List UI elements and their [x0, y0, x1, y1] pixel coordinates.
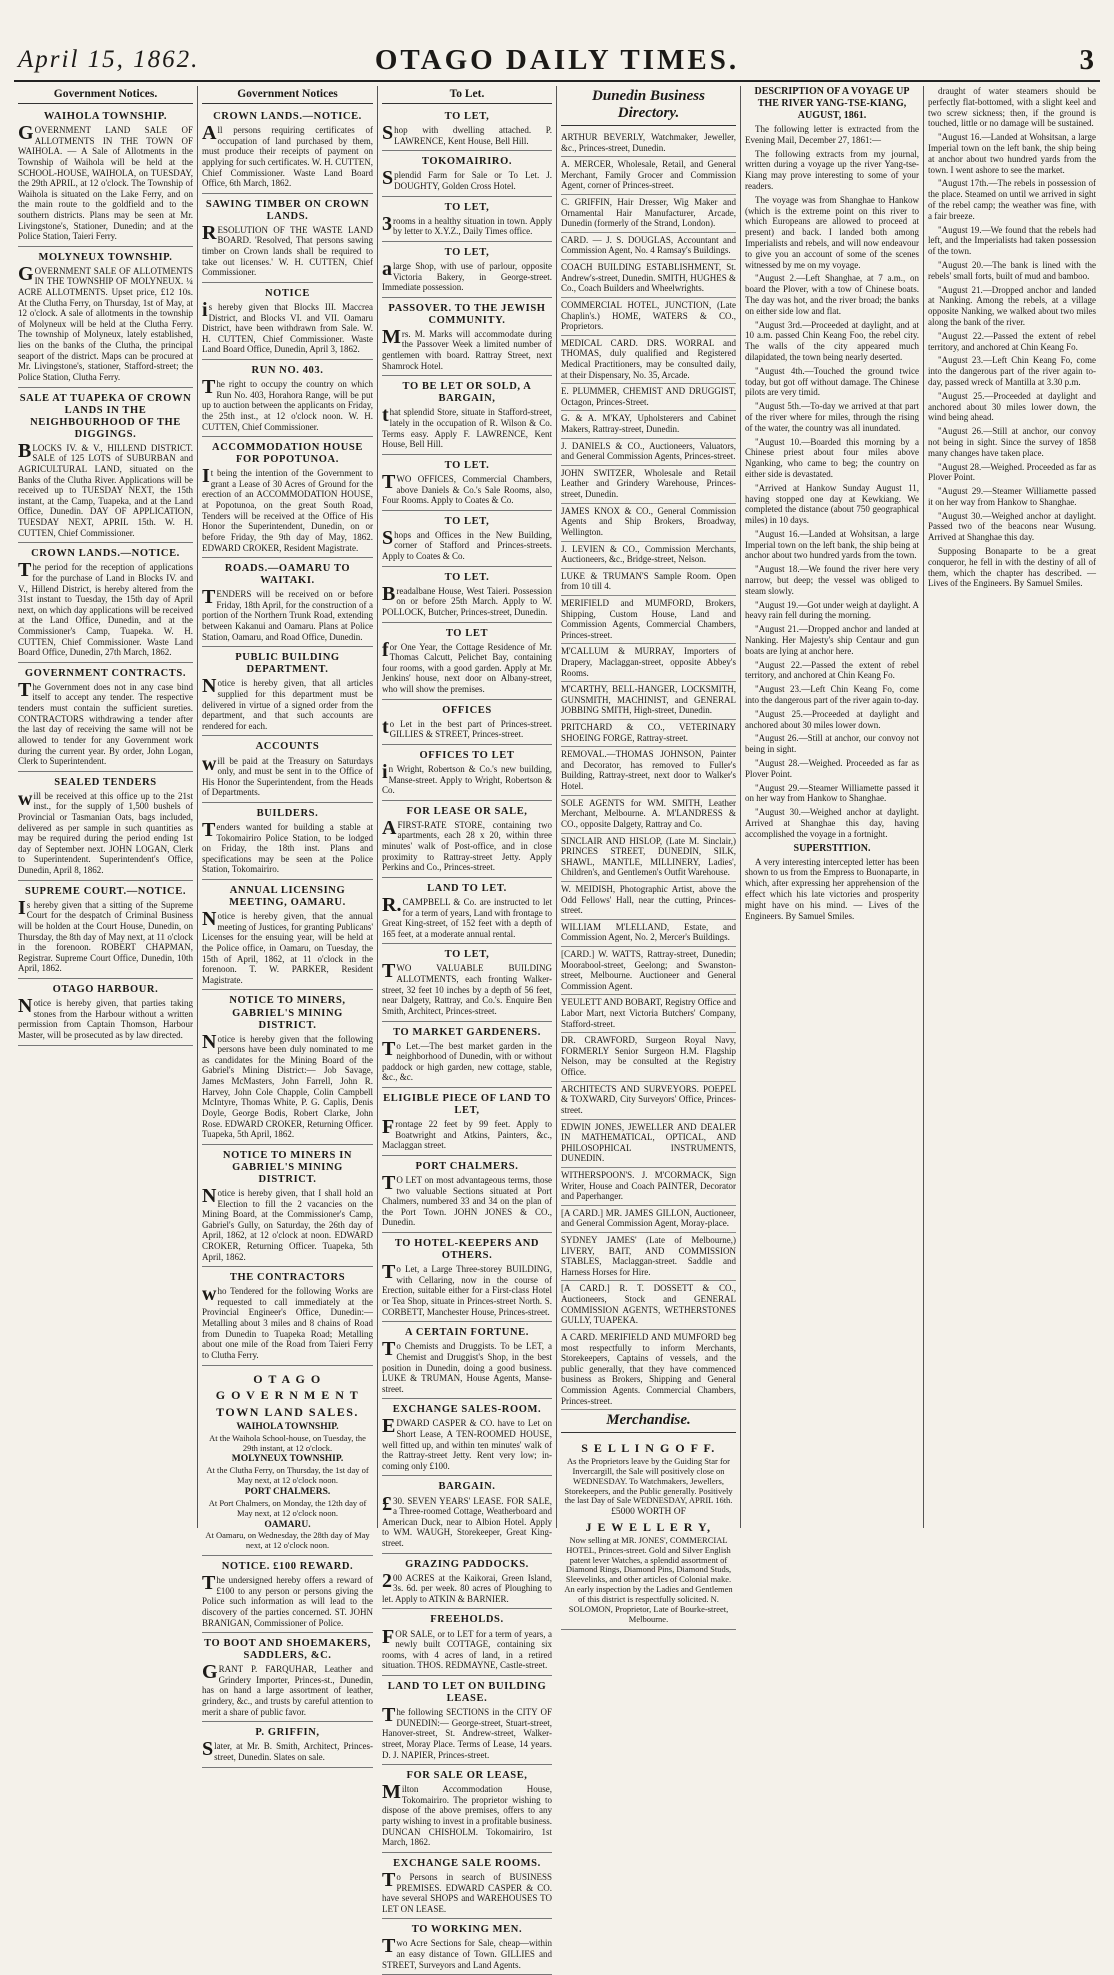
directory-entry: REMOVAL.—THOMAS JOHNSON, Painter and Decorator, has removed to Fuller's Building, Rattray-street, next door to Walker's Hotel.	[561, 747, 736, 795]
article-paragraph: "August 30.—Weighed anchor at daylight. Arrived at Shanghae this day, having accomplished the voyage in a fortnight.	[745, 807, 919, 839]
notice	[18, 108, 193, 247]
directory-entry: MERIFIELD and MUMFORD, Brokers, Shipping, Custom House, Land and Commission Agents, Commercial Chambers, Princes-street.	[561, 596, 736, 644]
article-paragraph: "August 22.—Passed the extent of rebel territory, and anchored at Chin Keang Fo.	[928, 330, 1096, 352]
notice	[382, 1767, 552, 1853]
sale-place: MOLYNEUX TOWNSHIP.	[231, 1454, 344, 1465]
notice-body: alarge Shop, with use of parlour, opposite Victoria Bakery, in George-street. Immediate possession.	[382, 257, 552, 293]
notice	[202, 738, 373, 803]
notice	[202, 992, 373, 1144]
notice-body: TWO VALUABLE BUILDING ALLOTMENTS, each fronting Walker-street, 32 feet 10 inches by a depth of 56 feet, near Dalgety, Rattray, and Co.'s. Enquire Ben Smith, Architect, Princes-street.	[382, 960, 552, 1016]
notice-title: OFFICES TO LET	[419, 749, 515, 761]
notice-title: TO LET.	[444, 459, 490, 471]
notice	[382, 1678, 552, 1765]
notice-title: LAND TO LET.	[427, 882, 507, 894]
notice	[18, 390, 193, 544]
directory-entry: DR. CRAWFORD, Surgeon Royal Navy, FORMERLY Senior Surgeon H.M. Flagship Nelson, may be consulted at the Registry Office.	[561, 1033, 736, 1081]
notice	[202, 1147, 373, 1267]
notice	[382, 1235, 552, 1322]
article-paragraph: "August 29.—Steamer Williamette passed it on her way from Hankow to Shanghae.	[745, 782, 919, 804]
notice-title: TO LET.	[444, 571, 490, 583]
sale-place: OAMARU.	[264, 1519, 311, 1530]
notice-body: Shops and Offices in the New Building, corner of Stafford and Princes-streets. Apply to Coates & Co.	[382, 526, 552, 562]
notice-title: WAIHOLA TOWNSHIP.	[43, 111, 168, 122]
notice	[382, 378, 552, 455]
notice-body: Shop with dwelling attached. P. LAWRENCE, Kent House, Bell Hill.	[382, 122, 552, 146]
directory-entry: ARTHUR BEVERLY, Watchmaker, Jeweller, &c., Princes-street, Dunedin.	[561, 130, 736, 157]
notice-title: NOTICE	[264, 287, 311, 299]
notice	[382, 946, 552, 1021]
masthead	[14, 44, 1100, 82]
notice-body: who Tendered for the following Works are requested to call immediately at the Provincial Engineer's Office, Dunedin:— Metalling about 3 miles and 8 chains of Road from Dunedin to Tuapeka Road; Metalling about one mile of the Road from Taieri Ferry to Clutha Ferry.	[202, 1283, 373, 1360]
article-title: SUPERSTITION.	[793, 842, 871, 854]
notice	[382, 513, 552, 567]
article-paragraph: "August 28.—Weighed. Proceeded as far as Plover Point.	[928, 461, 1096, 483]
merchandise-ad	[561, 1437, 736, 1629]
notice-title: GRAZING PADDOCKS.	[405, 1558, 529, 1570]
article-paragraph: "August 19.—We found that the rebels had left, and the Imperialists had taken possession of the town.	[928, 224, 1096, 257]
notice-title: CROWN LANDS.—NOTICE.	[213, 111, 362, 122]
notice-body: Mrs. M. Marks will accommodate during the Passover Week a limited number of gentlemen with board. Rattray Street, next Shamrock Hotel.	[382, 325, 552, 371]
notice-title: ELIGIBLE PIECE OF LAND TO LET,	[383, 1093, 551, 1117]
notice-body: Two Acre Sections for Sale, cheap—within an easy distance of Town. GILLIES and STREET, Surveyors and Land Agents.	[382, 1935, 552, 1970]
notice	[18, 249, 193, 388]
notice-body: £30. SEVEN YEARS' LEASE. FOR SALE, a Three-roomed Cottage, Weatherboard and American Duck, near to Albion Hotel. Apply to WM. WAUGH, Storekeeper, Great King-street.	[382, 1492, 552, 1548]
directory-entry: COACH BUILDING ESTABLISHMENT, St. Andrew's-street, Dunedin. SMITH, HUGHES & Co., Coach Builders and Wheelwrights.	[561, 260, 736, 298]
notice	[202, 1635, 373, 1722]
notice-body: AFIRST-RATE STORE, containing two apartments, each 28 x 20, within three minutes' walk of Post-office, and in close proximity to Rattray-street Jetty. Apply Perkins and Co., Princes-street.	[382, 816, 552, 873]
notice	[382, 625, 552, 700]
notice-body: is hereby given that Blocks III. Maccrea District, and Blocks VI. and VII. Oamaru District, have been withdrawn from Sale. W. H. CUTTEN, Chief Commissioner. Waste Land Board Office, Dunedin, April 3, 1862.	[202, 298, 373, 355]
ad-line: J E W E L L E R Y,	[585, 1520, 712, 1535]
land-sales-heading: G O V E R N M E N T	[215, 1388, 360, 1403]
directory-entry: COMMERCIAL HOTEL, JUNCTION, (Late Chaplin's.) HOME, WATERS & CO., Proprietors.	[561, 298, 736, 336]
directory-entry: JOHN SWITZER, Wholesale and Retail Leather and Grindery Warehouse, Princes-street, Dunedin.	[561, 466, 736, 504]
notice-body: Notice is hereby given, that parties taking stones from the Harbour without a written permission from Captain Thomson, Harbour Master, will be prosecuted as by law directed.	[18, 995, 193, 1040]
directory-entry: SINCLAIR AND HISLOP, (Late M. Sinclair,) PRINCES STREET, DUNEDIN, SILK, SHAWL, MANTLE, MILLINERY, Ladies', Children's, and Gentlemen's Outfit Warehouse.	[561, 834, 736, 882]
article-paragraph: "August 22.—Passed the extent of rebel territory, and anchored at Chin Keang Fo.	[745, 659, 919, 681]
section-heading: Dunedin Business Directory.	[561, 86, 736, 126]
notice-body: R.CAMPBELL & Co. are instructed to let for a term of years, Land with frontage to Great King-street, of 152 feet with a depth of 165 feet, at a moderate annual rental.	[382, 893, 552, 939]
land-sales-heading: O T A G O	[253, 1371, 322, 1386]
notice-title: EXCHANGE SALES-ROOM.	[392, 1404, 542, 1416]
notice-title: TO BE LET OR SOLD, A BARGAIN,	[402, 381, 532, 405]
notice-title: TO HOTEL-KEEPERS AND OTHERS.	[394, 1238, 540, 1262]
article-paragraph: "August 26.—Still at anchor, our convoy not being in sight. Since the survey of 1858 many changes have taken place.	[928, 426, 1096, 458]
notice-body: BLOCKS IV. & V., HILLEND DISTRICT. SALE of 125 LOTS of SUBURBAN and AGRICULTURAL LAND, situated on the Banks of the Clutha River. Applications will be received up to TUESDAY NEXT, the 15th instant, at the Camp, Tuapeka, and at the Land Office, Dunedin. DAY OF APPLICATION, TUESDAY NEXT, APRIL 15th. W. H. CUTTEN, Chief Commissioner.	[18, 439, 193, 538]
directory-entry: J. LEVIEN & CO., Commission Merchants, Auctioneers, &c., Bridge-street, Nelson.	[561, 542, 736, 569]
directory-entry: CARD. — J. S. DOUGLAS, Accountant and Commission Agent, No. 4 Ramsay's Buildings.	[561, 233, 736, 260]
notice	[18, 981, 193, 1046]
article-paragraph: "August 4th.—Touched the ground twice today, but got off without damage. The Chinese pilots are very timid.	[745, 365, 919, 398]
notice-title: TO BOOT AND SHOEMAKERS, SADDLERS, &C.	[204, 1638, 371, 1662]
page-columns	[14, 86, 1100, 1970]
notice-title: EXCHANGE SALE ROOMS.	[393, 1857, 541, 1869]
notice-title: PORT CHALMERS.	[415, 1160, 519, 1172]
article-paragraph: "August 16.—Landed at Wohsitsan, a large Imperial town on the left bank, the ship being at anchor about two hundred yards from the town.	[745, 528, 919, 561]
directory-entry: PRITCHARD & CO., VETERINARY SHOEING FORGE, Rattray-street.	[561, 720, 736, 747]
notice-title: SUPREME COURT.—NOTICE.	[24, 885, 187, 897]
directory-entry: W. MEIDISH, Photographic Artist, above the Odd Fellows' Hall, near the cutting, Princes-street.	[561, 882, 736, 920]
notice-title: P. GRIFFIN,	[255, 1727, 320, 1739]
column-3	[378, 86, 557, 1970]
notice-body: Is hereby given that a sitting of the Supreme Court for the despatch of Criminal Business will be holden at the Court House, Dunedin, on Thursday, the 8th day of May next, at 11 o'clock in the forenoon. ROBERT CHAPMAN, Registrar. Supreme Court Office, Dunedin, 10th April, 1862.	[18, 896, 193, 974]
article-voyage	[745, 86, 919, 921]
article-paragraph: "August 25.—Proceeded at daylight and anchored about 30 miles lower down, the wind being ahead.	[928, 390, 1096, 423]
article-paragraph: Supposing Bonaparte to be a great conqueror, he fell in with the destiny of all of them, which the chapter has described. — Lives of the Engineers. By Samuel Smiles.	[928, 546, 1096, 589]
notice-body: 3rooms in a healthy situation in town. Apply by letter to X.Y.Z., Daily Times office.	[382, 212, 552, 237]
article-paragraph: "August 23.—Left Chin Keang Fo, come into the dangerous part of the river again to-day.	[745, 684, 919, 706]
notice-body: The following SECTIONS in the CITY OF DUNEDIN:— George-street, Stuart-street, Hanover-street, St. Andrew-street, Walker-street, Moray Place. Terms of Lease, 14 years. D. J. NAPIER, Princes-street.	[382, 1704, 552, 1760]
notice	[202, 285, 373, 360]
directory-entry: [A CARD.] MR. JAMES GILLON, Auctioneer, and General Commission Agent, Moray-place.	[561, 1206, 736, 1233]
notice	[382, 1556, 552, 1610]
directory-entry: EDWIN JONES, JEWELLER AND DEALER IN MATHEMATICAL, OPTICAL, AND PHILOSOPHICAL INSTRUMENTS, DUNEDIN.	[561, 1120, 736, 1168]
notice-title: PASSOVER. TO THE JEWISH COMMUNITY.	[388, 302, 546, 326]
column-2	[198, 86, 378, 1762]
notice	[382, 747, 552, 801]
notice-title: ACCOMMODATION HOUSE FOR POPOTUNOA.	[212, 442, 363, 466]
notice	[382, 199, 552, 242]
land-sales-heading: TOWN LAND SALES.	[216, 1405, 359, 1420]
notice	[382, 1324, 552, 1399]
notice-body: GOVERNMENT SALE OF ALLOTMENTS IN THE TOWNSHIP OF MOLYNEUX. ¼ ACRE ALLOTMENTS. Upset price, £12 10s. At the Clutha Ferry, on Thursday, 1st of May, at 12 o'clock. A sale of allotments in the township of Molyneux will be held at the Clutha Ferry. The township of Molyneux, lately established, lies on the banks of the Clutha, the principal seaport of the district. Maps can be procured at Mr. Livingstone's, stationer, Stafford-street; the Police Station, Clutha Ferry.	[18, 262, 193, 382]
directory-entry: E. PLUMMER, CHEMIST AND DRUGGIST, Octagon, Princes-Street.	[561, 384, 736, 411]
section-heading: Government Notices	[202, 86, 373, 104]
notice-title: TO WORKING MEN.	[411, 1924, 523, 1936]
directory-entry: ARCHITECTS AND SURVEYORS. POEPEL & TOXWARD, City Surveyors' Office, Princes-street.	[561, 1082, 736, 1120]
notice-title: SALE AT TUAPEKA OF CROWN LANDS IN THE NEIGHBOURHOOD OF THE DIGGINGS.	[19, 392, 192, 440]
directory-entry: J. DANIELS & CO., Auctioneers, Valuators, and General Commission Agents, Princes-street.	[561, 439, 736, 466]
article-paragraph: "August 23.—Left Chin Keang Fo, come into the dangerous part of the river again to-day, passed wreck of Mantilla at 3.30 p.m.	[928, 355, 1096, 387]
section-heading: Merchandise.	[561, 1410, 736, 1433]
notice-body: The period for the reception of applications for the purchase of Land in Blocks IV. and V., Hillend District, is hereby altered from the 31st instant to Tuesday, the 15th day of April next, on which day applications will be received at the Land Office, Dunedin, and at the Commissioner's Camp, Tuapeka. W. H. CUTTEN, Chief Commissioner. Waste Land Board Office, Dunedin, 27th March, 1862.	[18, 559, 193, 658]
article-paragraph: "August 2.—Left Shanghae, at 7 a.m., on board the Plover, with a tow of Chinese boats. The day was hot, and the river broad; the banks on either side low and flat.	[745, 273, 919, 316]
notice-body: Milton Accommodation House, Tokomairiro. The proprietor wishing to dispose of the above premises, offers to any party wishing to invest in a profitable business. DUNCAN CHISHOLM. Tokomairiro, 1st March, 1862.	[382, 1781, 552, 1848]
sale-detail: At the Waihola School-house, on Tuesday, the 29th instant, at 12 o'clock.	[209, 1432, 366, 1453]
notice-body: EDWARD CASPER & CO. have to Let on Short Lease, A TEN-ROOMED HOUSE, well fitted up, and within ten minutes' walk of the Rattray-street Jetty. Rent very low; in-coming only £100.	[382, 1415, 552, 1471]
notice	[382, 1401, 552, 1476]
article-paragraph: The following extracts from my journal, written during a voyage up the river Yang-tse-Kiang may prove interesting to some of your readers.	[745, 148, 919, 191]
notice	[382, 1478, 552, 1553]
notice	[382, 300, 552, 377]
directory-entry: [A CARD.] R. T. DOSSETT & CO., Auctioneers, Stock and GENERAL COMMISSION AGENTS, WETHERSTONES GULLY, TUAPEKA.	[561, 1281, 736, 1329]
article-paragraph: A very interesting intercepted letter has been shown to us from the Empress to Buonaparte, in which, after expressing her apprehension of the effect which his late victories and prosperity might have on his mind. — Lives of the Engineers. By Samuel Smiles.	[745, 856, 919, 921]
notice-title: CROWN LANDS.—NOTICE.	[31, 548, 180, 560]
notice-body: FOR SALE, or to LET for a term of years, a newly built COTTAGE, containing six rooms, with 4 acres of land, in a retired situation. THOS. REDMAYNE, Castle-street.	[382, 1625, 552, 1671]
column-1	[14, 86, 198, 1528]
article-paragraph: "August 30.—Weighed anchor at daylight. Passed two of the beacons near Wusung. Arrived at Shanghae this day.	[928, 510, 1096, 543]
article-paragraph: "August 21.—Dropped anchor and landed at Nanking. Her Majesty's ship Centaur and gun boats are lying at anchor here.	[745, 624, 919, 656]
notice-title: TO LET,	[444, 949, 490, 961]
page-number: 3	[1079, 44, 1094, 76]
notice-body: Slater, at Mr. B. Smith, Architect, Princes-street, Dunedin. Slates on sale.	[202, 1738, 373, 1762]
notice-title: SAWING TIMBER ON CROWN LANDS.	[205, 198, 370, 222]
notice	[382, 880, 552, 945]
notice-body: Frontage 22 feet by 99 feet. Apply to Boatwright and Atkins, Painters, &c., Maclaggan street.	[382, 1116, 552, 1151]
notice-body: for One Year, the Cottage Residence of Mr. Thomas Calcutt, Pelichet Bay, containing four rooms, with a good garden. Apply at Mr. Jenkins' house, next door on Albany-street, who will show the premises.	[382, 638, 552, 695]
land-sales-notice	[202, 1368, 373, 1557]
directory-entry: C. GRIFFIN, Hair Dresser, Wig Maker and Ornamental Hair Manufacturer, Arcade, Dunedin (formerly of the Strand, London).	[561, 195, 736, 233]
notice-body: The right to occupy the country on which Run No. 403, Horahora Range, will be put up to auction between the applicants on Friday, the 25th inst., at 12 o'clock noon. W. H. CUTTEN, Chief Commissioner.	[202, 376, 373, 432]
ad-body: Now selling at MR. JONES', COMMERCIAL HOTEL, Princes-street. Gold and Silver English patent lever Watches, a splendid assortment of Diamond Rings, Diamond Pins, Diamond Studs, Sleevelinks, and other articles of Colonial make. An early inspection by the Ladies and Gentlemen of this district is respectfully solicited. N. SOLOMON, Proprietor, Late of Bourke-street, Melbourne.	[564, 1534, 733, 1624]
notice	[382, 569, 552, 623]
notice	[382, 244, 552, 298]
notice-body: To Let, a Large Three-storey BUILDING, with Cellaring, now in the course of Erection, suitable either for a First-class Hotel or Tea Shop, situate in Princes-street North. S. CORBETT, Manchester House, Princes-street.	[382, 1261, 552, 1317]
notice-title: GOVERNMENT CONTRACTS.	[24, 667, 187, 679]
article-paragraph: "August 18.—We found the river here very narrow, but deep; the vessel was obliged to steam slowly.	[745, 564, 919, 596]
notice	[202, 805, 373, 880]
directory-entry: JAMES KNOX & CO., General Commission Agents and Ship Brokers, Broadway, Wellington.	[561, 504, 736, 542]
notice-title: NOTICE TO MINERS IN GABRIEL'S MINING DISTRICT.	[222, 1149, 353, 1185]
notice-title: OTAGO HARBOUR.	[52, 984, 159, 996]
sale-detail: At Oamaru, on Wednesday, the 28th day of May next, at 12 o'clock noon.	[205, 1530, 370, 1551]
article-continued	[928, 86, 1096, 589]
notice-body: TO LET on most advantageous terms, those two valuable Sections situated at Port Chalmers, numbered 33 and 34 on the plan of the Port Town. JOHN JONES & CO., Dunedin.	[382, 1172, 552, 1228]
notice	[18, 545, 193, 663]
notice	[382, 1158, 552, 1233]
notice-title: FREEHOLDS.	[430, 1614, 504, 1626]
notice-title: TO LET,	[444, 111, 490, 122]
article-paragraph: "August 29.—Steamer Williamette passed it on her way from Hankow to Shanghae.	[928, 486, 1096, 507]
directory-entry: MEDICAL CARD. DRS. WORRAL and THOMAS, duly qualified and Registered Medical Practitioners, may be consulted daily, at their Dispensary, No. 35, Arcade.	[561, 336, 736, 384]
notice-body: Notice is hereby given, that the annual meeting of Justices, for granting Publicans' Licenses for the ensuing year, will be held at the Police office, in Oamaru, on Tuesday, the 15th of April, 1862, at 11 o'clock in the forenoon. T. W. PARKER, Resident Magistrate.	[202, 908, 373, 985]
notice	[202, 1724, 373, 1767]
notice-title: BARGAIN.	[438, 1481, 496, 1493]
notice-body: will be received at this office up to the 21st inst., for the supply of 1,500 bushels of Provincial or Tasmanian Oats, bags included, delivered as per sample in such quantities as may be required during the period ending 1st day of September next. JOHN LOGAN, Clerk to Superintendent. Superintendent's Office, Dunedin, April 8, 1862.	[18, 787, 193, 876]
notice	[202, 362, 373, 437]
notice-title: MOLYNEUX TOWNSHIP.	[38, 251, 173, 263]
sale-detail: At Port Chalmers, on Monday, the 12th day of May next, at 12 o'clock noon.	[208, 1497, 367, 1518]
sale-place: PORT CHALMERS.	[244, 1486, 331, 1497]
ad-line: £5000 WORTH OF	[611, 1507, 686, 1518]
notice-title: TOKOMAIRIRO.	[421, 156, 513, 168]
directory-entry: A. MERCER, Wholesale, Retail, and General Merchant, Family Grocer and Commission Agent, corner of Princes-street.	[561, 157, 736, 195]
notice-body: To Chemists and Druggists. To be LET, a Chemist and Druggist's Shop, in the best position in Dunedin, doing a good business. LUKE & TRUMAN, House Agents, Manse-street.	[382, 1338, 552, 1394]
notice-title: THE CONTRACTORS	[229, 1272, 346, 1284]
notice-title: TO LET,	[444, 515, 490, 527]
notice-body: The undersigned hereby offers a reward of £100 to any person or persons giving the Police such information as will lead to the discovery of the parties concerned. ST. JOHN BRANIGAN, Commissioner of Police.	[202, 1572, 373, 1628]
notice	[202, 1558, 373, 1633]
sale-place: WAIHOLA TOWNSHIP.	[236, 1421, 339, 1432]
notice-title: TO LET	[445, 627, 489, 639]
article-paragraph: "August 17th.—The rebels in possession of the place. Steamed on until we arrived in sight of the rebel camp; the weather was fine, with a fair breeze.	[928, 178, 1096, 221]
ad-body: As the Proprietors leave by the Guiding Star for Invercargill, the Sale will positively close on WEDNESDAY. To Watchmakers, Jewellers, Storekeepers, and the Public generally. Positively the last Day of Sale WEDNESDAY, APRIL 16th.	[564, 1455, 733, 1506]
notice-body: To Let.—The best market garden in the neighborhood of Dunedin, with or without paddock or high garden, new cottage, stable, &c., &c.	[382, 1037, 552, 1083]
notice-body: to Let in the best part of Princes-street. GILLIES & STREET, Princes-street.	[382, 715, 552, 740]
notice-body: that splendid Store, situate in Stafford-street, lately in the occupation of R. Wilson & Co. Terms easy. Apply F. LAWRENCE, Kent House, Bell Hill.	[382, 404, 552, 450]
column-5	[741, 86, 924, 1528]
article-paragraph: "August 10.—Boarded this morning by a Chinese priest about four miles above Nganking, who came to beg; the country on either side is devastated.	[745, 436, 919, 479]
notice-body: Tenders wanted for building a stable at Tokomairiro Police Station, to be lodged on Friday, the 18th inst. Plans and specifications may be seen at the Police Station, Tokomairiro.	[202, 819, 373, 875]
notice-title: TO LET,	[444, 201, 490, 213]
ad-title: S E L L I N G O F F.	[581, 1441, 716, 1456]
notice-body: Splendid Farm for Sale or To Let. J. DOUGHTY, Golden Cross Hotel.	[382, 167, 552, 191]
directory-entry: A CARD. MERIFIELD AND MUMFORD beg most respectfully to inform Merchants, Storekeepers, Captains of vessels, and the public generally, that they have commenced business as Brokers, Shipping and General Commission Agents. Commercial Chambers, Princes-street.	[561, 1330, 736, 1410]
article-paragraph: "August 26.—Still at anchor, our convoy not being in sight.	[745, 733, 919, 755]
notice-title: ROADS.—OAMARU TO WAITAKI.	[224, 563, 351, 587]
notice-title: FOR LEASE OR SALE,	[406, 805, 528, 817]
directory-entry: [CARD.] W. WATTS, Rattray-street, Dunedin; Moorabool-street, Geelong; and Swanston-street, Melbourne. Auctioneer and General Commission Agent.	[561, 947, 736, 995]
notice-title: PUBLIC BUILDING DEPARTMENT.	[235, 652, 340, 676]
notice-body: Notice is hereby given that the following persons have been duly nominated to me as candidates for the Mining Board of the Gabriel's Mining District:— Job Savage, James McMasters, John Farrell, John R. Harvey, John Cole Chapple, Colin Campbell McIntyre, Thomas White, P. G. Caplis, Denis Doyle, George Bodis, Robert Clarke, John Rose. EDWARD CROKER, Returning Officer. Tuapeka, 5th April, 1862.	[202, 1030, 373, 1140]
directory-entry: M'CARTHY, BELL-HANGER, LOCKSMITH, GUNSMITH, MACHINIST, and GENERAL JOBBING SMITH, High-street, Dunedin.	[561, 682, 736, 720]
notice-body: To Persons in search of BUSINESS PREMISES. EDWARD CASPER & CO. have several SHOPS and WAREHOUSES TO LET ON LEASE.	[382, 1868, 552, 1914]
notice-body: Breadalbane House, West Taieri. Possession on or before 25th March. Apply to W. POLLOCK, Butcher, Princes-street, Dunedin.	[382, 582, 552, 617]
notice-body: TENDERS will be received on or before Friday, 18th April, for the construction of a portion of the Northern Trunk Road, extending between Kakanui and Oamaru. Plans at Police Station, Oamaru, and Road Office, Dunedin.	[202, 586, 373, 642]
issue-date: April 15, 1862.	[18, 46, 200, 73]
notice-body: GOVERNMENT LAND SALE OF ALLOTMENTS IN THE TOWN OF WAIHOLA. — A Sale of Allotments in the Township of Waihola will be held at the SCHOOL-HOUSE, WAIHOLA, on TUESDAY, the 29th APRIL, at 12 o'clock. The Township of Waihola is situated on the Lake Ferry, and on the main route to the goldfield and to the southern districts. Plans may be seen at Mr. Livingstone's, Stationer, Dunedin; and at the Police Station, Taieri Ferry.	[18, 122, 193, 242]
article-paragraph: draught of water steamers should be perfectly flat-bottomed, with a slight keel and two screw sickness; then, if the ground is touched, little or no damage will be sustained.	[928, 86, 1096, 129]
notice-body: Notice is hereby given, that all articles supplied for this department must be delivered in virtue of a signed order from the department, and that such accounts are rendered for each.	[202, 675, 373, 731]
notice	[202, 196, 373, 283]
notice-body: The Government does not in any case bind itself to accept any tender. The respective tenders must contain the sufficient sureties. CONTRACTORS withdrawing a tender after the last day of receiving the same will not be allowed to tender for any Government work during the current year. By order, John Logan, Clerk to Superintendent.	[18, 678, 193, 767]
article-paragraph: "August 25.—Proceeded at daylight and anchored about 30 miles lower down.	[745, 708, 919, 730]
newspaper-title: OTAGO DAILY TIMES.	[374, 44, 740, 76]
notice-body: TWO OFFICES, Commercial Chambers, above Daniels & Co.'s Sale Rooms, also, Four Rooms. Apply to Coates & Co.	[382, 470, 552, 506]
notice	[382, 153, 552, 196]
notice-title: ANNUAL LICENSING MEETING, OAMARU.	[229, 885, 346, 909]
notice	[202, 439, 373, 558]
directory-entry: SOLE AGENTS for WM. SMITH, Leather Merchant, Melbourne. A. M'LANDRESS & CO., opposite Dalgety, Rattray and Co.	[561, 796, 736, 834]
article-paragraph: "August 16.—Landed at Wohsitsan, a large Imperial town on the left bank, the ship being at anchor about two hundred yards from the town. I went ashore to see the market.	[928, 132, 1096, 175]
notice-title: ACCOUNTS	[255, 741, 320, 753]
notice-title: BUILDERS.	[256, 807, 319, 819]
notice	[382, 108, 552, 151]
notice	[382, 1611, 552, 1676]
notice	[382, 457, 552, 511]
article-paragraph: The following letter is extracted from the Evening Mail, December 27, 1861:—	[745, 124, 919, 145]
article-paragraph: "August 19.—Got under weigh at daylight. A heavy rain fell during the morning.	[745, 599, 919, 621]
article-paragraph: "August 28.—Weighed. Proceeded as far as Plover Point.	[745, 758, 919, 779]
notice	[18, 665, 193, 772]
directory-entry: G. & A. M'KAY, Upholsterers and Cabinet Makers, Rattray-street, Dunedin.	[561, 411, 736, 438]
directory-entry: LUKE & TRUMAN'S Sample Room. Open from 10 till 4.	[561, 569, 736, 596]
notice	[202, 649, 373, 736]
sale-detail: At the Clutha Ferry, on Thursday, the 1st day of May next, at 12 o'clock noon.	[206, 1465, 369, 1486]
column-6	[924, 86, 1100, 1528]
notice	[382, 1921, 552, 1975]
notice-body: RESOLUTION OF THE WASTE LAND BOARD. 'Resolved, That persons sawing timber on Crown lands shall be required to take out licenses.' W. H. CUTTEN, Chief Commissioner.	[202, 221, 373, 278]
notice-body: will be paid at the Treasury on Saturdays only, and must be sent in to the Office of His Honor the Superintendent, from the Heads of Departments.	[202, 752, 373, 798]
notice-body: 200 ACRES at the Kaikorai, Green Island, 3s. 6d. per week. 80 acres of Ploughing to let. Apply to ATKIN & BARNIER.	[382, 1569, 552, 1604]
notice-body: in Wright, Robertson & Co.'s new building, Manse-street. Apply to Wright, Robertson & Co.	[382, 760, 552, 796]
article-title: DESCRIPTION OF A VOYAGE UP THE RIVER YANG-TSE-KIANG, AUGUST, 1861.	[754, 86, 910, 121]
notice-body: It being the intention of the Government to grant a Lease of 30 Acres of Ground for the erection of an ACCOMMODATION HOUSE, at Popotunoa, on the great South Road, Tenders will be received at the Office of His Honor the Superintendent, Dunedin, on or before Friday, the 9th day of May, 1862. EDWARD CROKER, Resident Magistrate.	[202, 465, 373, 553]
notice	[202, 108, 373, 194]
notice-title: NOTICE TO MINERS, GABRIEL'S MINING DISTRICT.	[229, 995, 346, 1031]
directory-entry: M'CALLUM & MURRAY, Importers of Drapery, Maclaggan-street, opposite Abbey's Rooms.	[561, 644, 736, 682]
notice-title: FOR SALE OR LEASE,	[406, 1770, 528, 1782]
notice	[382, 1024, 552, 1089]
notice-title: SEALED TENDERS	[54, 776, 157, 788]
notice-title: RUN NO. 403.	[251, 365, 324, 376]
directory-entry: WITHERSPOON'S. J. M'CORMACK, Sign Writer, House and Coach PAINTER, Decorator and Paperhanger.	[561, 1168, 736, 1206]
notice	[382, 1855, 552, 1920]
directory-entry: YEULETT AND BOBART, Registry Office and Labor Mart, next Victoria Butchers' Company, Stafford-street.	[561, 995, 736, 1033]
article-paragraph: "August 5th.—To-day we arrived at that part of the river where for miles, through the rising of the water, the country was all inundated.	[745, 401, 919, 433]
notice-body: GRANT P. FARQUHAR, Leather and Grindery Importer, Princes-st., Dunedin, has on hand a large assortment of leather, grindery, &c., and trusts by careful attention to merit a share of public favor.	[202, 1661, 373, 1717]
notice-title: A CERTAIN FORTUNE.	[405, 1327, 529, 1339]
notice	[18, 883, 193, 979]
notice-title: TO LET,	[444, 246, 490, 258]
notice-body: All persons requiring certificates of occupation of land purchased by them, must produce their receipts of payment on applying for such certificates. W. H. CUTTEN, Chief Commissioner. Waste Land Board Office, 6th March, 1862.	[202, 122, 373, 189]
notice	[202, 1269, 373, 1365]
column-4	[557, 86, 741, 1624]
notice	[202, 560, 373, 647]
article-paragraph: "August 20.—The bank is lined with the rebels' small forts, built of mud and bamboo.	[928, 259, 1096, 281]
notice-body: Notice is hereby given, that I shall hold an Election to fill the 2 vacancies on the Mining Board, at the Commissioner's Camp, Gabriel's Gully, on Saturday, the 26th day of April, 1862, at 12 o'clock at noon. EDWARD CROKER, Returning Officer. Tuapeka, 5th April, 1862.	[202, 1184, 373, 1262]
directory-entry: SYDNEY JAMES' (Late of Melbourne,) LIVERY, BAIT, AND COMMISSION STABLES, Maclaggan-street. Saddle and Harness Horses for Hire.	[561, 1233, 736, 1281]
article-paragraph: "Arrived at Hankow Sunday August 11, having stopped one day at Kewkiang. We completed the distance (about 750 geographical miles) in 10 days.	[745, 482, 919, 526]
notice	[18, 774, 193, 881]
notice	[382, 702, 552, 745]
directory-entry: WILLIAM M'LELLAND, Estate, and Commission Agent, No. 2, Mercer's Buildings.	[561, 920, 736, 947]
notice	[382, 1090, 552, 1156]
notice	[382, 803, 552, 878]
section-heading: Government Notices.	[18, 86, 193, 104]
article-paragraph: "August 21.—Dropped anchor and landed at Nanking. Among the rebels, at a village opposite Nanking, we walked about two miles along the bank of the river.	[928, 284, 1096, 327]
notice-title: TO MARKET GARDENERS.	[393, 1026, 541, 1038]
article-paragraph: The voyage was from Shanghae to Hankow (which is the extreme point on this river to which Europeans are allowed to proceed at present) and back. I landed both among Imperialists and rebels, and will now endeavour to give you an account of some of the scenes witnessed by me on my voyage.	[745, 194, 919, 270]
notice-title: OFFICES	[442, 704, 492, 716]
notice	[202, 882, 373, 990]
section-heading: To Let.	[382, 86, 552, 104]
notice-title: LAND TO LET ON BUILDING LEASE.	[387, 1680, 547, 1705]
article-paragraph: "August 3rd.—Proceeded at daylight, and at 10 a.m. passed Chin Keang Foo, the rebel city. The walls of the city appeared much dilapidated, the town being nearly deserted.	[745, 319, 919, 362]
notice-title: NOTICE. £100 REWARD.	[221, 1561, 354, 1573]
